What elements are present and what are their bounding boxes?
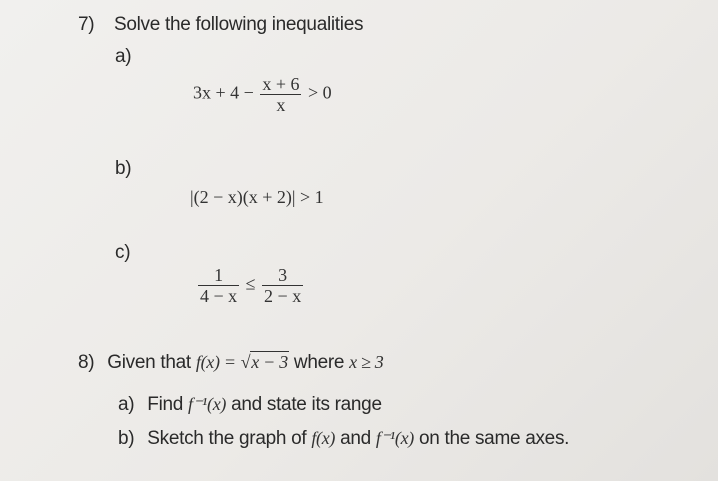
- question-8-part-b-label: b): [118, 428, 135, 449]
- question-8-part-a-find: Find: [147, 394, 184, 415]
- sqrt-symbol: √: [240, 352, 251, 372]
- inequality-c-left-numerator: 1: [198, 265, 239, 286]
- question-8-sqrt: [241, 352, 289, 373]
- question-8-part-a-rest: and state its range: [231, 394, 382, 415]
- inequality-a: [193, 74, 332, 115]
- inequality-c-left-denominator: 4 − x: [200, 286, 238, 306]
- inequality-a-rhs: > 0: [307, 82, 332, 103]
- inequality-a-numerator: x + 6: [262, 74, 300, 94]
- question-8-part-b-rest: on the same axes.: [418, 428, 570, 449]
- inequality-c: [196, 265, 305, 306]
- inequality-c-right-fraction: [262, 265, 303, 306]
- inequality-b: |(2 − x)(x + 2)| > 1: [190, 187, 324, 207]
- question-7-title: Solve the following inequalities: [114, 14, 364, 35]
- question-8-part-b-inverse: f⁻¹(x): [375, 428, 414, 448]
- question-8-part-a: [118, 394, 382, 416]
- inequality-c-right-numerator: 3: [262, 265, 303, 286]
- question-8-text-given: Given that: [107, 352, 191, 373]
- question-8-line: [78, 352, 384, 374]
- inequality-a-lhs: 3x + 4 −: [193, 82, 254, 103]
- question-8-part-b-and: and: [340, 428, 371, 449]
- question-8-part-a-inverse: f⁻¹(x): [188, 394, 227, 414]
- question-8-part-b-sketch: Sketch the graph of: [147, 428, 307, 449]
- inequality-a-denominator: x: [276, 95, 286, 115]
- question-8-part-a-label: a): [118, 394, 135, 415]
- question-8-radicand: x − 3: [251, 352, 288, 372]
- inequality-a-fraction: [260, 74, 301, 115]
- question-7-number: 7): [78, 14, 95, 35]
- inequality-c-relation: ≤: [245, 273, 256, 294]
- part-a-label: a): [115, 46, 132, 67]
- question-8-part-b: [118, 428, 569, 450]
- question-8-text-where: where: [293, 352, 345, 373]
- question-8-number: 8): [78, 352, 95, 373]
- inequality-c-right-denominator: 2 − x: [264, 286, 302, 306]
- part-c-label: c): [115, 242, 131, 263]
- question-8-part-b-f: f(x): [311, 428, 336, 448]
- question-8-condition: x ≥ 3: [349, 352, 384, 372]
- question-8-function: f(x) =: [195, 352, 236, 372]
- inequality-c-left-fraction: [198, 265, 239, 306]
- part-b-label: b): [115, 158, 132, 179]
